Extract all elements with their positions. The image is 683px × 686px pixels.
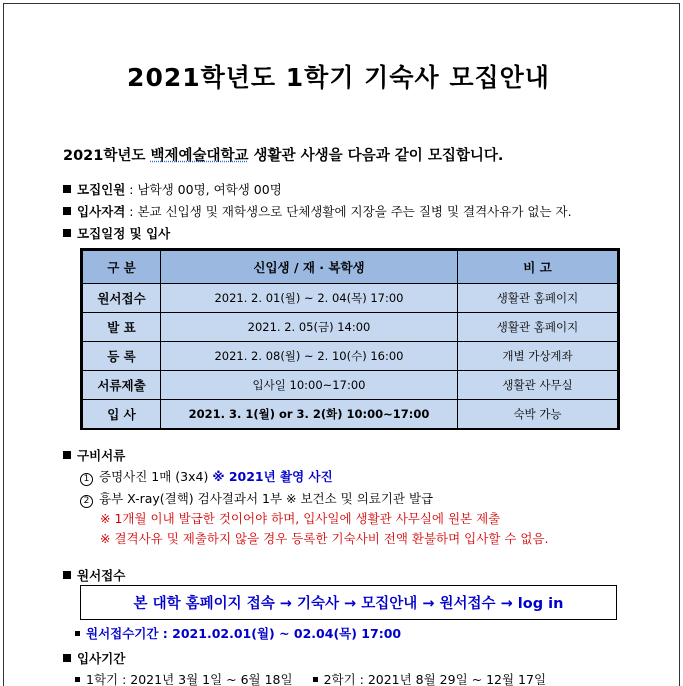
row-note: 생활관 홈페이지 (458, 313, 618, 342)
eligibility-row (63, 202, 572, 220)
application-period (75, 624, 401, 642)
table-header: 신입생 / 재 · 복학생 (161, 251, 458, 284)
row-category: 등 록 (83, 342, 161, 371)
square-bullet-icon (63, 654, 71, 662)
row-category: 원서접수 (83, 284, 161, 313)
residence-heading-text: 입사기간 (77, 651, 126, 666)
residence-heading (63, 649, 125, 667)
intro-text (63, 144, 503, 165)
square-bullet-icon (63, 451, 71, 459)
school-name: 백제예술대학교 (150, 148, 249, 164)
intro-prefix: 2021학년도 (63, 148, 151, 164)
eligibility-label: 입사자격 (77, 204, 126, 219)
schedule-heading-text: 모집일정 및 입사 (77, 226, 171, 241)
application-period-text: 원서접수기간 : 2021.02.01(월) ~ 02.04(목) 17:00 (86, 626, 402, 641)
application-process-box: 본 대학 홈페이지 접속 → 기숙사 → 모집안내 → 원서접수 → log in (80, 585, 617, 620)
row-category: 서류제출 (83, 371, 161, 400)
document-note-2: ※ 결격사유 및 제출하지 않을 경우 등록한 기숙사비 전액 환불하며 입사할 수 없음. (100, 531, 549, 546)
schedule-heading (63, 224, 170, 242)
row-date: 2021. 2. 08(월) ~ 2. 10(수) 16:00 (161, 342, 458, 371)
eligibility-value: : 본교 신입생 및 재학생으로 단체생활에 지장을 주는 질병 및 결격사유가 없는 자. (125, 204, 572, 219)
row-date: 2021. 3. 1(월) or 3. 2(화) 10:00~17:00 (161, 400, 458, 429)
row-category: 입 사 (83, 400, 161, 429)
row-date: 입사일 10:00~17:00 (161, 371, 458, 400)
recruit-count-label: 모집인원 (77, 182, 126, 197)
semester-1-period: 1학기 : 2021년 3월 1일 ~ 6월 18일 (86, 672, 293, 686)
square-bullet-icon (63, 229, 71, 237)
row-date: 2021. 2. 01(월) ~ 2. 04(목) 17:00 (161, 284, 458, 313)
schedule-table (80, 248, 620, 430)
documents-heading-text: 구비서류 (77, 448, 126, 463)
row-note: 숙박 가능 (458, 400, 618, 429)
document-item-1-note: ※ 2021년 촬영 사진 (212, 469, 333, 484)
row-category: 발 표 (83, 313, 161, 342)
page-title: 2021학년도 1학기 기숙사 모집안내 (127, 63, 550, 92)
document-item-2-text: 흉부 X-ray(결핵) 검사결과서 1부 ※ 보건소 및 의료기관 발급 (99, 491, 434, 506)
document-note-1: ※ 1개월 이내 발급한 것이어야 하며, 입사일에 생활관 사무실에 원본 제출 (100, 511, 501, 526)
row-date: 2021. 2. 05(금) 14:00 (161, 313, 458, 342)
row-note: 생활관 사무실 (458, 371, 618, 400)
documents-heading (63, 446, 125, 464)
square-bullet-icon (63, 571, 71, 579)
recruit-count-value: : 남학생 00명, 여학생 00명 (125, 182, 282, 197)
application-heading (63, 566, 125, 584)
table-row (83, 313, 618, 342)
residence-periods (75, 670, 546, 686)
circled-number-icon: 2 (80, 495, 93, 508)
table-row (83, 342, 618, 371)
document-item-2 (80, 489, 433, 508)
table-row (83, 284, 618, 313)
semester-2-period: 2학기 : 2021년 8월 29일 ~ 12월 17일 (323, 672, 547, 686)
document-item-1 (80, 467, 333, 486)
intro-suffix: 생활관 사생을 다음과 같이 모집합니다. (248, 148, 504, 164)
table-header: 구 분 (83, 251, 161, 284)
row-note: 생활관 홈페이지 (458, 284, 618, 313)
table-row (83, 400, 618, 429)
small-bullet-icon (75, 677, 80, 682)
square-bullet-icon (63, 185, 71, 193)
recruit-count-row (63, 180, 282, 198)
small-bullet-icon (75, 631, 80, 636)
circled-number-icon: 1 (80, 473, 93, 486)
table-header: 비 고 (458, 251, 618, 284)
application-heading-text: 원서접수 (77, 568, 126, 583)
square-bullet-icon (63, 207, 71, 215)
small-bullet-icon (313, 677, 318, 682)
document-item-1-text: 증명사진 1매 (3x4) (99, 469, 213, 484)
table-row (83, 371, 618, 400)
row-note: 개별 가상계좌 (458, 342, 618, 371)
